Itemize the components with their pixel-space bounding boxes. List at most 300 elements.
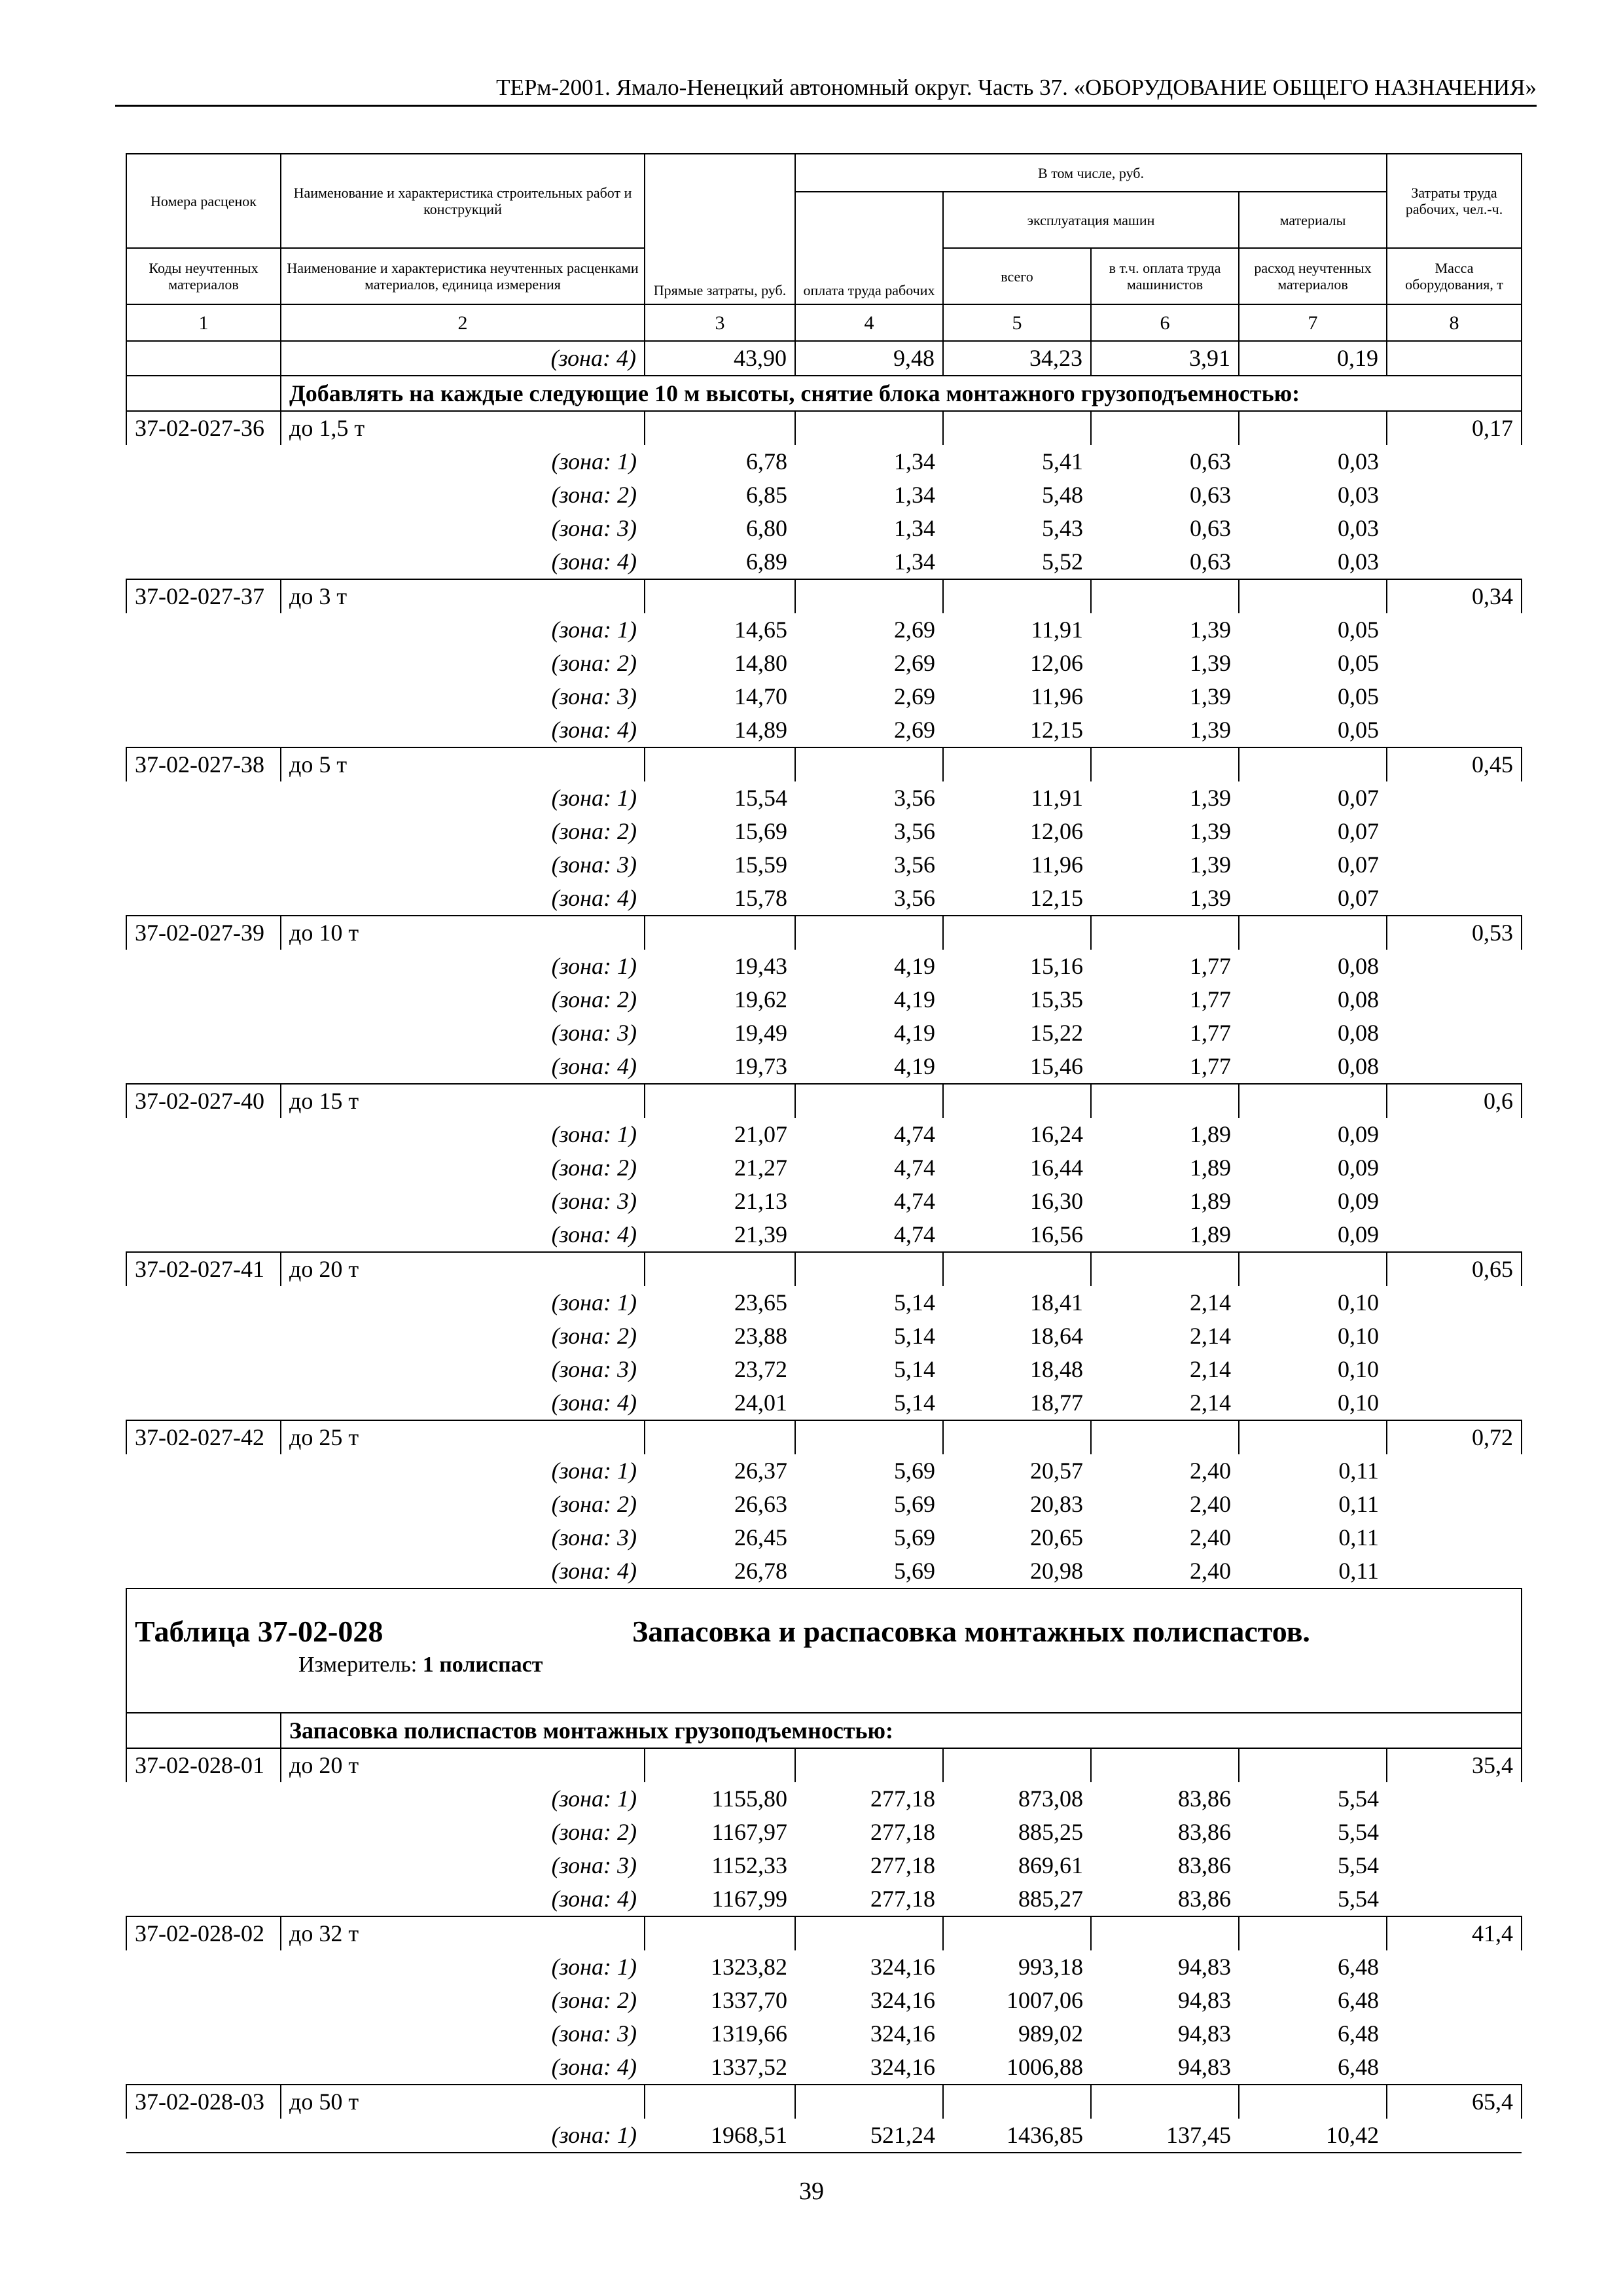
cell-machinists-wages: 2,40 [1190, 1524, 1231, 1551]
cell-machines-total: 11,96 [1031, 852, 1083, 878]
rate-name: до 50 т [281, 2085, 645, 2119]
col-header-wages: оплата труда рабочих [795, 192, 943, 304]
zone-label: (зона: 2) [551, 482, 637, 508]
zone-row [126, 1353, 1522, 1386]
rate-code-empty [126, 512, 281, 545]
zone-label: (зона: 3) [551, 683, 637, 709]
cell-machines-total: 885,27 [1018, 1886, 1083, 1912]
rate-code-empty [126, 545, 281, 579]
cell-empty [1239, 1420, 1387, 1454]
cell-empty [645, 411, 795, 445]
cell-labor-empty [1387, 1353, 1522, 1386]
cell-labor-empty [1387, 445, 1522, 478]
cell-machines-total: 5,52 [1042, 548, 1083, 575]
zone-label: (зона: 1) [281, 2119, 645, 2153]
cell-labor-empty [1387, 1016, 1522, 1050]
rate-code-empty [126, 1488, 281, 1521]
cell-empty [943, 2085, 1091, 2119]
col-header-machinists-wages: в т.ч. оплата труда машинистов [1091, 248, 1239, 304]
cell-labor-empty [1387, 1488, 1522, 1521]
rate-row [126, 747, 1522, 781]
rate-row [126, 579, 1522, 613]
rate-code-empty [126, 680, 281, 713]
cell-labor: 0,45 [1387, 747, 1522, 781]
zone-row [126, 815, 1522, 848]
zone-row [126, 882, 1522, 916]
zone-row [126, 1816, 1522, 1849]
cell-labor-empty [1387, 1386, 1522, 1420]
zone-row [126, 1319, 1522, 1353]
zone-row [126, 1386, 1522, 1420]
cell-machines-total: 989,02 [1018, 2020, 1083, 2047]
cell-machinists-wages: 137,45 [1091, 2119, 1239, 2153]
cell-labor-empty [1387, 647, 1522, 680]
cell-wages: 5,14 [894, 1356, 935, 1382]
cell-machines-total: 12,06 [1030, 650, 1083, 676]
cell-direct-costs: 14,89 [734, 717, 787, 743]
cell-direct-costs: 1337,52 [711, 2054, 787, 2080]
cell-direct-costs: 15,69 [734, 818, 787, 844]
zone-label: (зона: 3) [551, 1356, 637, 1382]
cell-empty [943, 1748, 1091, 1782]
rates-table [126, 153, 1522, 2153]
cell-direct-costs: 23,65 [734, 1289, 787, 1316]
cell-direct-costs: 26,37 [734, 1458, 787, 1484]
cell-empty [795, 1748, 943, 1782]
cell-empty [943, 1252, 1091, 1286]
cell-empty [1239, 579, 1387, 613]
cell-empty [645, 2085, 795, 2119]
cell-machines-total: 18,64 [1030, 1323, 1083, 1349]
cell-direct-costs: 1167,99 [711, 1886, 787, 1912]
rate-code: 37-02-028-01 [126, 1748, 281, 1782]
cell-materials: 0,10 [1338, 1289, 1380, 1316]
cell-direct-costs: 23,88 [734, 1323, 787, 1349]
cell-machines-total: 20,65 [1030, 1524, 1083, 1551]
zone-label: (зона: 2) [551, 1987, 637, 2013]
zone-label: (зона: 2) [551, 1491, 637, 1517]
zone-label: (зона: 4) [281, 341, 645, 376]
column-number: 1 [126, 304, 281, 341]
cell-labor: 0,65 [1387, 1252, 1522, 1286]
zone-label: (зона: 1) [551, 785, 637, 811]
rate-code-empty [126, 2119, 281, 2153]
section-title-spacer [126, 376, 281, 411]
cell-machines-total: 11,96 [1031, 683, 1083, 709]
rate-code-empty [126, 1984, 281, 2017]
col-header-direct-costs: Прямые затраты, руб. [645, 154, 795, 304]
zone-label: (зона: 4) [551, 1390, 637, 1416]
column-number: 8 [1387, 304, 1522, 341]
cell-materials: 0,05 [1338, 683, 1380, 709]
zone-row [126, 478, 1522, 512]
rate-code: 37-02-028-03 [126, 2085, 281, 2119]
zone-label: (зона: 1) [551, 1458, 637, 1484]
cell-machinists-wages: 1,89 [1190, 1188, 1231, 1214]
cell-wages: 521,24 [795, 2119, 943, 2153]
cell-machinists-wages: 83,86 [1178, 1785, 1231, 1812]
rate-code-empty [126, 983, 281, 1016]
rate-row [126, 1420, 1522, 1454]
zone-row [126, 1050, 1522, 1084]
cell-direct-costs: 21,07 [734, 1121, 787, 1147]
cell-empty [795, 916, 943, 950]
zone-row [126, 713, 1522, 747]
cell-empty [1091, 916, 1239, 950]
cell-materials: 0,05 [1338, 650, 1380, 676]
zone-row [126, 1016, 1522, 1050]
cell-wages: 3,56 [894, 818, 935, 844]
cell-machinists-wages: 2,14 [1190, 1323, 1231, 1349]
cell-empty [943, 1916, 1091, 1950]
zone-label: (зона: 3) [551, 515, 637, 541]
cell-labor: 35,4 [1387, 1748, 1522, 1782]
cell-labor-empty [1387, 950, 1522, 983]
cell-materials: 0,09 [1338, 1121, 1380, 1147]
zone-label: (зона: 3) [551, 1020, 637, 1046]
cell-direct-costs: 19,43 [734, 953, 787, 979]
cell-direct-costs: 19,49 [734, 1020, 787, 1046]
cell-machinists-wages: 1,89 [1190, 1221, 1231, 1247]
meter-label: Измеритель: [298, 1653, 418, 1677]
zone-label: (зона: 2) [551, 650, 637, 676]
cell-empty [645, 1420, 795, 1454]
table-title [126, 1588, 1522, 1713]
cell-direct-costs: 1319,66 [711, 2020, 787, 2047]
zone-row [126, 1950, 1522, 1984]
cell-machines-total: 5,43 [1042, 515, 1083, 541]
rate-name: до 20 т [281, 1252, 645, 1286]
column-number: 7 [1239, 304, 1387, 341]
cell-machinists-wages: 1,77 [1190, 953, 1231, 979]
cell-empty [943, 579, 1091, 613]
cell-machines-total: 20,98 [1030, 1558, 1083, 1584]
cell-wages: 4,74 [894, 1155, 935, 1181]
rate-name: до 20 т [281, 1748, 645, 1782]
zone-label: (зона: 2) [551, 1155, 637, 1181]
rate-code-empty [126, 1386, 281, 1420]
table-name: Запасовка и распасовка монтажных полиспастов. [632, 1615, 1310, 1648]
cell-machines-total: 1006,88 [1007, 2054, 1083, 2080]
cell-machines-total: 18,77 [1030, 1390, 1083, 1416]
cell-labor: 0,34 [1387, 579, 1522, 613]
cell-materials: 0,08 [1338, 953, 1380, 979]
cell-machinists-wages: 1,39 [1190, 885, 1231, 911]
zone-label: (зона: 4) [551, 1221, 637, 1247]
cell-labor-empty [1387, 1849, 1522, 1882]
cell-wages: 277,18 [870, 1886, 935, 1912]
rate-code: 37-02-027-38 [126, 747, 281, 781]
rate-code-empty [126, 1454, 281, 1488]
cell-wages: 3,56 [894, 885, 935, 911]
cell-machinists-wages: 1,39 [1190, 717, 1231, 743]
cell-materials: 0,10 [1338, 1356, 1380, 1382]
cell-machines-total: 1436,85 [943, 2119, 1091, 2153]
cell-direct-costs: 19,73 [734, 1053, 787, 1079]
meter-value: 1 полиспаст [422, 1653, 543, 1677]
zone-label: (зона: 1) [551, 953, 637, 979]
cell-labor: 0,17 [1387, 411, 1522, 445]
cell-machines-total: 16,44 [1030, 1155, 1083, 1181]
cell-materials: 0,07 [1338, 818, 1380, 844]
cell-direct-costs: 6,78 [746, 448, 787, 475]
cell-materials: 0,03 [1338, 482, 1380, 508]
section-polyspast-reeving [126, 1713, 1522, 2153]
rate-code-empty [126, 950, 281, 983]
cell-wages: 277,18 [870, 1852, 935, 1878]
cell-wages: 1,34 [894, 448, 935, 475]
cell-empty [1239, 916, 1387, 950]
cell-machinists-wages: 2,14 [1190, 1356, 1231, 1382]
cell-wages: 5,14 [894, 1323, 935, 1349]
cell-materials: 0,03 [1338, 515, 1380, 541]
cell-wages: 1,34 [894, 548, 935, 575]
cell-direct-costs: 26,63 [734, 1491, 787, 1517]
cell-wages: 324,16 [870, 1987, 935, 2013]
cell-machinists-wages: 83,86 [1178, 1819, 1231, 1845]
rate-code: 37-02-027-41 [126, 1252, 281, 1286]
cell-machinists-wages: 1,89 [1190, 1121, 1231, 1147]
cell-labor-empty [1387, 1454, 1522, 1488]
cell-empty [943, 1420, 1091, 1454]
cell-machines-total: 12,06 [1030, 818, 1083, 844]
zone-label: (зона: 1) [551, 1785, 637, 1812]
column-number: 5 [943, 304, 1091, 341]
zone-row [126, 1218, 1522, 1252]
cell-labor: 41,4 [1387, 1916, 1522, 1950]
page-header: ТЕРм-2001. Ямало-Ненецкий автономный округ. Часть 37. «ОБОРУДОВАНИЕ ОБЩЕГО НАЗНАЧЕНИЯ» [115, 73, 1537, 107]
cell-materials: 6,48 [1338, 2054, 1380, 2080]
zone-label: (зона: 3) [551, 2020, 637, 2047]
cell-materials: 6,48 [1338, 2020, 1380, 2047]
cell-empty [645, 1748, 795, 1782]
rate-code-empty [126, 1521, 281, 1554]
cell-direct-costs: 19,62 [734, 986, 787, 1013]
cell-machinists-wages: 2,14 [1190, 1390, 1231, 1416]
cell-machines-total: 873,08 [1018, 1785, 1083, 1812]
zone-label: (зона: 3) [551, 852, 637, 878]
cell-empty [1091, 1420, 1239, 1454]
cell-wages: 277,18 [870, 1785, 935, 1812]
zone-label: (зона: 1) [551, 448, 637, 475]
cell-empty [795, 579, 943, 613]
rate-code-empty [126, 1353, 281, 1386]
cell-empty [645, 1252, 795, 1286]
cell-wages: 9,48 [795, 341, 943, 376]
rate-code: 37-02-027-39 [126, 916, 281, 950]
cell-materials: 0,05 [1338, 717, 1380, 743]
cell-machinists-wages: 2,40 [1190, 1458, 1231, 1484]
cell-wages: 4,19 [894, 986, 935, 1013]
cell-materials: 0,08 [1338, 1053, 1380, 1079]
cell-direct-costs: 23,72 [734, 1356, 787, 1382]
cell-machinists-wages: 1,39 [1190, 852, 1231, 878]
cell-wages: 5,69 [894, 1458, 935, 1484]
rate-code-empty [126, 1118, 281, 1151]
cell-empty [645, 916, 795, 950]
cell-machinists-wages: 83,86 [1178, 1852, 1231, 1878]
cell-direct-costs: 21,27 [734, 1155, 787, 1181]
column-number: 4 [795, 304, 943, 341]
cell-direct-costs: 1337,70 [711, 1987, 787, 2013]
cell-labor-empty [1387, 781, 1522, 815]
rate-code-empty [126, 1882, 281, 1916]
cell-empty [943, 916, 1091, 950]
rate-name: до 5 т [281, 747, 645, 781]
cell-materials: 0,07 [1338, 885, 1380, 911]
zone-label: (зона: 4) [551, 1558, 637, 1584]
cell-materials: 0,09 [1338, 1155, 1380, 1181]
cell-machines-total: 20,57 [1030, 1458, 1083, 1484]
carry-over-rows [126, 341, 1522, 376]
cell-labor-empty [1387, 1319, 1522, 1353]
cell-wages: 4,19 [894, 953, 935, 979]
cell-materials: 0,08 [1338, 986, 1380, 1013]
zone-label: (зона: 4) [551, 1886, 637, 1912]
cell-empty [795, 2085, 943, 2119]
cell-labor-empty [1387, 1816, 1522, 1849]
cell-wages: 4,74 [894, 1188, 935, 1214]
zone-row [126, 1984, 1522, 2017]
cell-machines-total: 15,22 [1030, 1020, 1083, 1046]
zone-row [126, 1118, 1522, 1151]
zone-label: (зона: 1) [551, 1954, 637, 1980]
cell-direct-costs: 1155,80 [711, 1785, 787, 1812]
zone-row [126, 445, 1522, 478]
cell-machines-total: 12,15 [1030, 717, 1083, 743]
cell-direct-costs: 26,78 [734, 1558, 787, 1584]
cell-wages: 324,16 [870, 2020, 935, 2047]
cell-direct-costs: 43,90 [645, 341, 795, 376]
cell-wages: 5,69 [894, 1491, 935, 1517]
cell-wages: 3,56 [894, 852, 935, 878]
cell-labor-empty [1387, 1782, 1522, 1816]
col-header-work-name: Наименование и характеристика строительных работ и конструкций [281, 154, 645, 248]
rate-name: до 15 т [281, 1084, 645, 1118]
cell-labor-empty [1387, 680, 1522, 713]
cell-machinists-wages: 0,63 [1190, 515, 1231, 541]
col-header-materials: материалы [1239, 192, 1387, 248]
rate-code-empty [126, 848, 281, 882]
column-number: 2 [281, 304, 645, 341]
cell-direct-costs: 1152,33 [711, 1852, 787, 1878]
cell-empty [645, 1916, 795, 1950]
cell-labor-empty [1387, 1050, 1522, 1084]
cell-empty [1239, 1748, 1387, 1782]
cell-materials: 0,19 [1239, 341, 1387, 376]
rate-row [126, 1748, 1522, 1782]
rate-code: 37-02-027-37 [126, 579, 281, 613]
zone-label: (зона: 4) [551, 548, 637, 575]
cell-direct-costs: 26,45 [734, 1524, 787, 1551]
cell-direct-costs: 24,01 [734, 1390, 787, 1416]
cell-materials: 0,11 [1338, 1558, 1380, 1584]
cell-machines-total: 1007,06 [1007, 1987, 1083, 2013]
cell-machinists-wages: 1,77 [1190, 986, 1231, 1013]
col-header-group: В том числе, руб. [795, 154, 1387, 192]
carry-row [126, 341, 1522, 376]
zone-row [126, 1554, 1522, 1588]
cell-direct-costs: 6,80 [746, 515, 787, 541]
rate-code: 37-02-027-36 [126, 411, 281, 445]
rate-code-empty [126, 2017, 281, 2051]
cell-labor: 65,4 [1387, 2085, 1522, 2119]
cell-empty [943, 1084, 1091, 1118]
rate-name: до 32 т [281, 1916, 645, 1950]
zone-row [126, 1521, 1522, 1554]
zone-label: (зона: 4) [551, 2054, 637, 2080]
cell-empty [1091, 1084, 1239, 1118]
cell-materials: 5,54 [1338, 1886, 1380, 1912]
cell-machinists-wages: 3,91 [1091, 341, 1239, 376]
col-header-labor: Затраты труда рабочих, чел.-ч. [1387, 154, 1522, 248]
rate-name: до 10 т [281, 916, 645, 950]
rate-code-empty [126, 1950, 281, 1984]
zone-label: (зона: 1) [551, 1121, 637, 1147]
cell-empty [795, 1252, 943, 1286]
cell-materials: 0,11 [1338, 1524, 1380, 1551]
cell-direct-costs: 15,59 [734, 852, 787, 878]
cell-direct-costs: 21,13 [734, 1188, 787, 1214]
cell-labor-empty [1387, 882, 1522, 916]
cell-wages: 4,74 [894, 1221, 935, 1247]
cell-empty [795, 1916, 943, 1950]
cell-labor-empty [1387, 613, 1522, 647]
cell-materials: 6,48 [1338, 1987, 1380, 2013]
zone-row [126, 2051, 1522, 2085]
column-number: 6 [1091, 304, 1239, 341]
cell-labor-empty [1387, 1554, 1522, 1588]
cell-labor-empty [1387, 1882, 1522, 1916]
cell-materials: 0,09 [1338, 1188, 1380, 1214]
cell-labor: 0,53 [1387, 916, 1522, 950]
col-header-material-names: Наименование и характеристика неучтенных расценками материалов, единица измерения [281, 248, 645, 304]
cell-empty [943, 747, 1091, 781]
cell-machines-total: 11,91 [1031, 785, 1083, 811]
cell-machinists-wages: 2,40 [1190, 1558, 1231, 1584]
cell-labor-empty [1387, 1185, 1522, 1218]
cell-empty [943, 411, 1091, 445]
cell-machines-total: 5,41 [1042, 448, 1083, 475]
section-title: Добавлять на каждые следующие 10 м высоты, снятие блока монтажного грузоподъемностью: [281, 376, 1522, 411]
cell-materials: 5,54 [1338, 1785, 1380, 1812]
cell-empty [1239, 1916, 1387, 1950]
rate-code-empty [126, 647, 281, 680]
cell-machines-total: 869,61 [1018, 1852, 1083, 1878]
cell-machinists-wages: 1,39 [1190, 785, 1231, 811]
cell-wages: 1,34 [894, 515, 935, 541]
cell-labor-empty [1387, 545, 1522, 579]
rate-row [126, 1916, 1522, 1950]
rate-code: 37-02-027-42 [126, 1420, 281, 1454]
cell-machinists-wages: 1,39 [1190, 818, 1231, 844]
section-add-height [126, 376, 1522, 1588]
cell-empty [1239, 2085, 1387, 2119]
zone-label: (зона: 2) [551, 986, 637, 1013]
cell-machines-total: 15,46 [1030, 1053, 1083, 1079]
cell-labor-empty [1387, 848, 1522, 882]
cell-materials: 6,48 [1338, 1954, 1380, 1980]
cell-direct-costs: 14,80 [734, 650, 787, 676]
cell-machinists-wages: 1,39 [1190, 617, 1231, 643]
cell-empty [645, 747, 795, 781]
rate-code-empty [126, 341, 281, 376]
cell-machinists-wages: 1,39 [1190, 650, 1231, 676]
cell-empty [1091, 1916, 1239, 1950]
rate-code-empty [126, 1218, 281, 1252]
cell-direct-costs: 15,54 [734, 785, 787, 811]
cell-empty [645, 1084, 795, 1118]
